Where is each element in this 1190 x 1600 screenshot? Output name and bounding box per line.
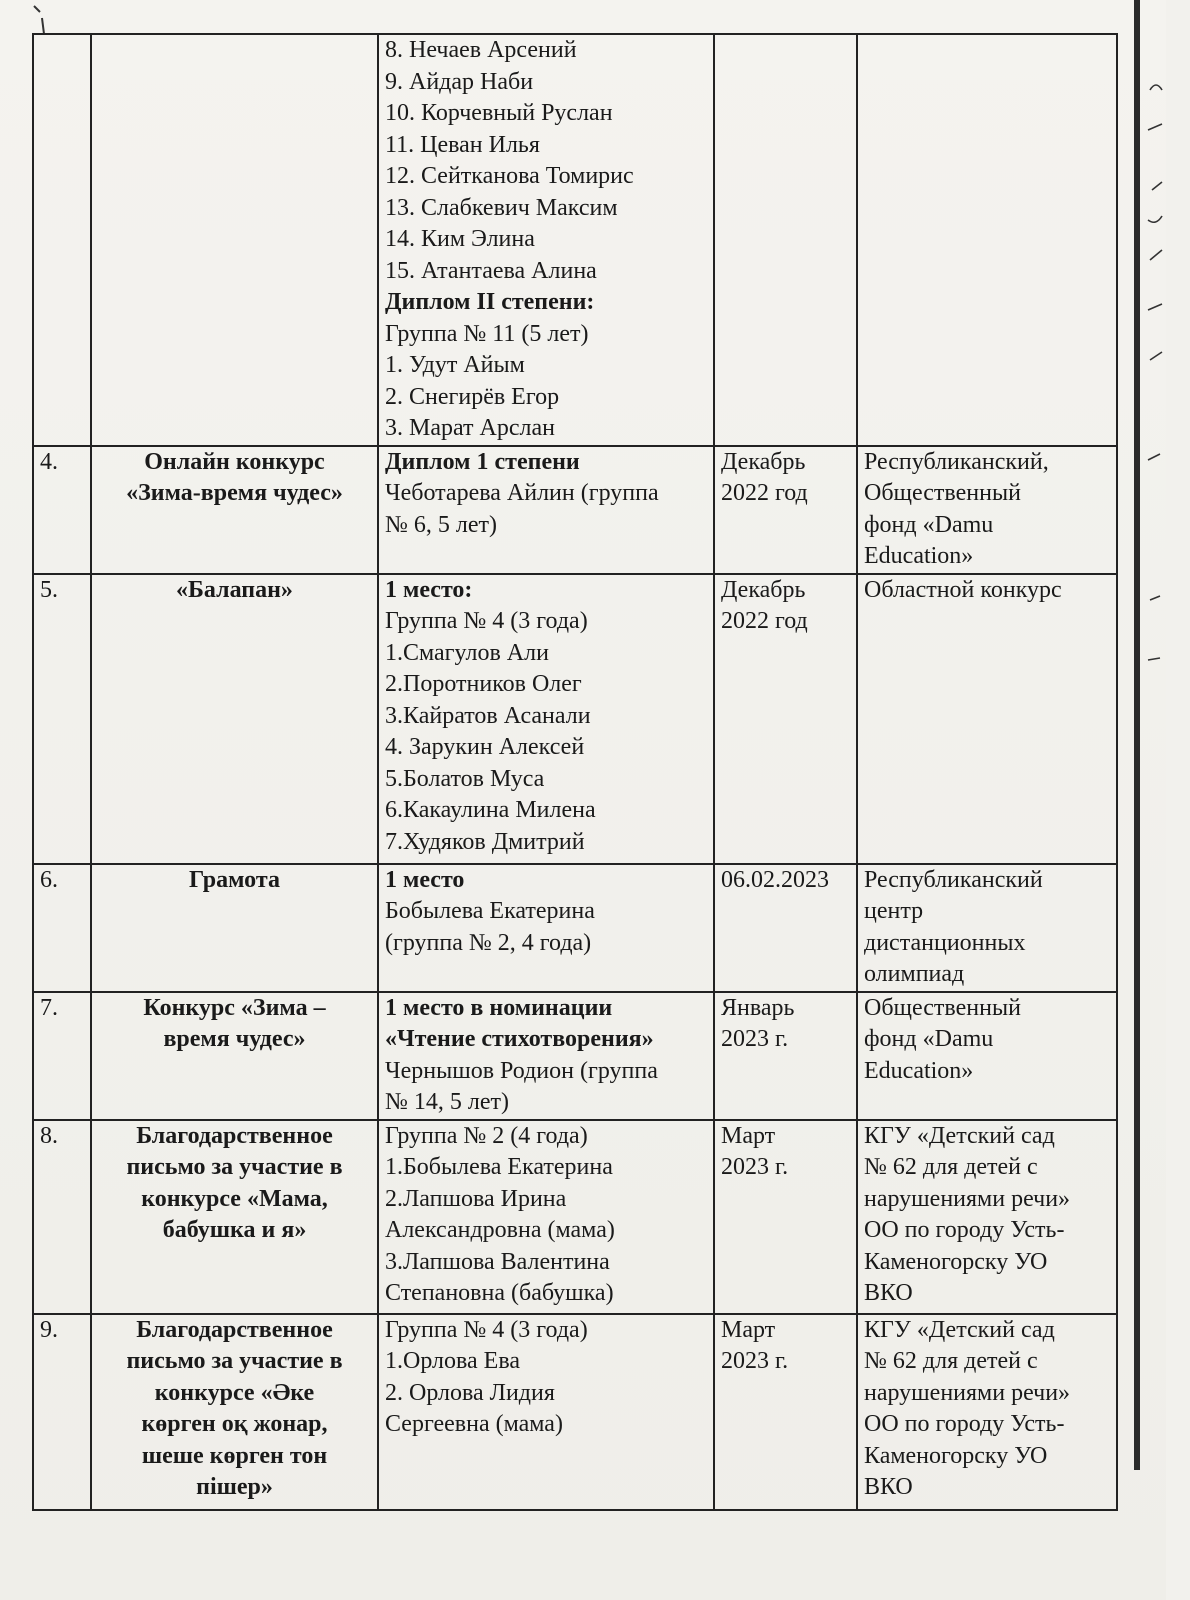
- result-line: 5.Болатов Муса: [385, 765, 545, 792]
- table-row: [33, 34, 1117, 446]
- row-number: [33, 34, 91, 446]
- table-row: [33, 992, 1117, 1120]
- row-number-text: 7.: [40, 994, 58, 1021]
- result-line: Бобылева Екатерина: [385, 898, 595, 924]
- result-line: 6.Какаулина Милена: [385, 797, 596, 823]
- result-line: 1 место:: [385, 576, 473, 603]
- event-title-line: көрген оқ жонар,: [141, 1411, 328, 1437]
- row-number-text: 4.: [40, 448, 58, 475]
- date-cell: [714, 1314, 857, 1510]
- result-cell: [378, 1314, 714, 1510]
- result-line: Александровна (мама): [385, 1217, 615, 1243]
- result-cell: [378, 34, 714, 446]
- result-line: 4. Зарукин Алексей: [385, 734, 585, 760]
- date-line: 2023 г.: [721, 1154, 789, 1180]
- result-line: 14. Ким Элина: [385, 226, 535, 252]
- event-title-line: Благодарственное: [136, 1316, 333, 1343]
- level-line: Education»: [864, 543, 974, 569]
- event-title-line: «Балапан»: [176, 576, 293, 603]
- date-cell: [714, 992, 857, 1120]
- level-line: Общественный: [864, 994, 1021, 1021]
- event-title-line: конкурсе «Мама,: [141, 1185, 328, 1212]
- result-line: 1 место: [385, 866, 465, 893]
- result-line: 1.Орлова Ева: [385, 1348, 520, 1374]
- event-title-line: «Зима-время чудес»: [126, 480, 343, 506]
- result-cell: [378, 864, 714, 992]
- level-line: Областной конкурс: [864, 576, 1062, 603]
- level-cell: [857, 1120, 1117, 1314]
- result-line: Диплом 1 степени: [385, 448, 580, 475]
- level-line: Республиканский: [864, 866, 1043, 893]
- result-cell: [378, 574, 714, 864]
- result-line: Группа № 2 (4 года): [385, 1122, 588, 1149]
- row-number: [33, 446, 91, 574]
- result-line: Сергеевна (мама): [385, 1411, 563, 1437]
- result-line: Чеботарева Айлин (группа: [385, 480, 659, 506]
- date-cell: [714, 34, 857, 446]
- result-line: 2. Снегирёв Егор: [385, 383, 560, 410]
- result-line: 7.Худяков Дмитрий: [385, 828, 585, 855]
- level-line: ОО по городу Усть-: [864, 1217, 1065, 1243]
- event-title-cell: [91, 1314, 378, 1510]
- level-line: № 62 для детей с: [864, 1348, 1038, 1374]
- row-number-text: 5.: [40, 576, 58, 603]
- table-row: [33, 864, 1117, 992]
- result-line: 1 место в номинации: [385, 994, 613, 1021]
- table-row: [33, 1120, 1117, 1314]
- level-line: фонд «Damu: [864, 1026, 994, 1052]
- event-title-line: бабушка и я»: [162, 1217, 307, 1243]
- row-number-text: 8.: [40, 1122, 58, 1149]
- level-line: нарушениями речи»: [864, 1379, 1071, 1406]
- row-number: [33, 1314, 91, 1510]
- table-row: [33, 1314, 1117, 1510]
- result-line: Чернышов Родион (группа: [385, 1057, 658, 1084]
- event-title-line: пішер»: [196, 1474, 273, 1500]
- result-line: 2. Орлова Лидия: [385, 1379, 555, 1406]
- event-title-line: Конкурс «Зима –: [143, 994, 326, 1021]
- date-cell: [714, 864, 857, 992]
- result-line: 2.Поротников Олег: [385, 671, 582, 697]
- achievements-table: [32, 33, 1118, 1511]
- row-number-text: 9.: [40, 1316, 58, 1343]
- level-line: центр: [864, 898, 924, 924]
- result-line: 9. Айдар Наби: [385, 68, 534, 95]
- level-line: дистанционных: [864, 929, 1026, 956]
- level-line: № 62 для детей с: [864, 1154, 1038, 1180]
- level-line: фонд «Damu: [864, 511, 994, 538]
- level-cell: [857, 446, 1117, 574]
- level-cell: [857, 992, 1117, 1120]
- level-cell: [857, 864, 1117, 992]
- event-title-line: Благодарственное: [136, 1122, 333, 1149]
- result-line: № 6, 5 лет): [385, 511, 498, 538]
- result-line: 11. Цеван Илья: [385, 131, 540, 158]
- result-line: Диплом II степени:: [385, 289, 595, 315]
- result-line: (группа № 2, 4 года): [385, 929, 592, 956]
- result-line: 10. Корчевный Руслан: [385, 100, 613, 126]
- result-line: 8. Нечаев Арсений: [385, 37, 577, 63]
- date-cell: [714, 574, 857, 864]
- result-line: 2.Лапшова Ирина: [385, 1185, 567, 1212]
- table-row: [33, 574, 1117, 864]
- row-number-text: 6.: [40, 866, 58, 893]
- row-number: [33, 1120, 91, 1314]
- level-line: КГУ «Детский сад: [864, 1122, 1055, 1149]
- level-cell: [857, 1314, 1117, 1510]
- event-title-line: Онлайн конкурс: [144, 448, 325, 475]
- result-line: 12. Сейтканова Томирис: [385, 163, 634, 189]
- row-number: [33, 574, 91, 864]
- level-line: Республиканский,: [864, 448, 1049, 475]
- level-line: ОО по городу Усть-: [864, 1411, 1065, 1437]
- result-line: 15. Атантаева Алина: [385, 257, 597, 284]
- result-line: 3.Лапшова Валентина: [385, 1248, 610, 1275]
- result-line: Группа № 4 (3 года): [385, 608, 588, 634]
- event-title-line: конкурсе «Әке: [154, 1379, 315, 1406]
- date-cell: [714, 446, 857, 574]
- level-line: Education»: [864, 1057, 974, 1084]
- date-line: 2022 год: [721, 608, 808, 634]
- result-line: Группа № 4 (3 года): [385, 1316, 588, 1343]
- event-title-line: время чудес»: [163, 1026, 306, 1052]
- level-line: ВКО: [864, 1474, 913, 1500]
- margin-handwriting-marks: [1144, 60, 1166, 760]
- level-line: КГУ «Детский сад: [864, 1316, 1055, 1343]
- level-line: Каменогорску УО: [864, 1442, 1048, 1469]
- date-line: Декабрь: [721, 448, 806, 475]
- result-line: 3.Кайратов Асанали: [385, 702, 591, 729]
- result-line: 3. Марат Арслан: [385, 415, 555, 441]
- date-line: 2023 г.: [721, 1026, 789, 1052]
- row-number: [33, 864, 91, 992]
- result-line: № 14, 5 лет): [385, 1089, 510, 1115]
- date-line: Март: [721, 1122, 776, 1149]
- row-number: [33, 992, 91, 1120]
- date-line: 06.02.2023: [721, 866, 829, 893]
- level-line: олимпиад: [864, 961, 965, 987]
- table-row: [33, 446, 1117, 574]
- result-line: 1.Бобылева Екатерина: [385, 1154, 613, 1180]
- event-title-line: письмо за участие в: [126, 1154, 343, 1180]
- result-cell: [378, 446, 714, 574]
- date-line: Январь: [721, 994, 795, 1021]
- event-title-cell: [91, 992, 378, 1120]
- result-line: 1.Смагулов Али: [385, 639, 549, 666]
- event-title-line: письмо за участие в: [126, 1348, 343, 1374]
- page-edge-shadow: [1134, 0, 1140, 1470]
- date-cell: [714, 1120, 857, 1314]
- event-title-line: Грамота: [189, 866, 280, 893]
- level-line: Каменогорску УО: [864, 1248, 1048, 1275]
- event-title-cell: [91, 574, 378, 864]
- result-line: «Чтение стихотворения»: [385, 1026, 654, 1052]
- event-title-cell: [91, 446, 378, 574]
- level-cell: [857, 34, 1117, 446]
- date-line: Март: [721, 1316, 776, 1343]
- event-title-cell: [91, 34, 378, 446]
- date-line: Декабрь: [721, 576, 806, 603]
- event-title-cell: [91, 1120, 378, 1314]
- date-line: 2023 г.: [721, 1348, 789, 1374]
- result-cell: [378, 1120, 714, 1314]
- level-line: нарушениями речи»: [864, 1185, 1071, 1212]
- date-line: 2022 год: [721, 480, 808, 506]
- result-line: 1. Удут Айым: [385, 352, 525, 378]
- result-cell: [378, 992, 714, 1120]
- result-line: Степановна (бабушка): [385, 1280, 614, 1306]
- event-title-line: шеше көрген тон: [141, 1442, 328, 1469]
- result-line: 13. Слабкевич Максим: [385, 194, 618, 221]
- level-cell: [857, 574, 1117, 864]
- level-line: ВКО: [864, 1280, 913, 1306]
- level-line: Общественный: [864, 480, 1021, 506]
- result-line: Группа № 11 (5 лет): [385, 320, 589, 347]
- event-title-cell: [91, 864, 378, 992]
